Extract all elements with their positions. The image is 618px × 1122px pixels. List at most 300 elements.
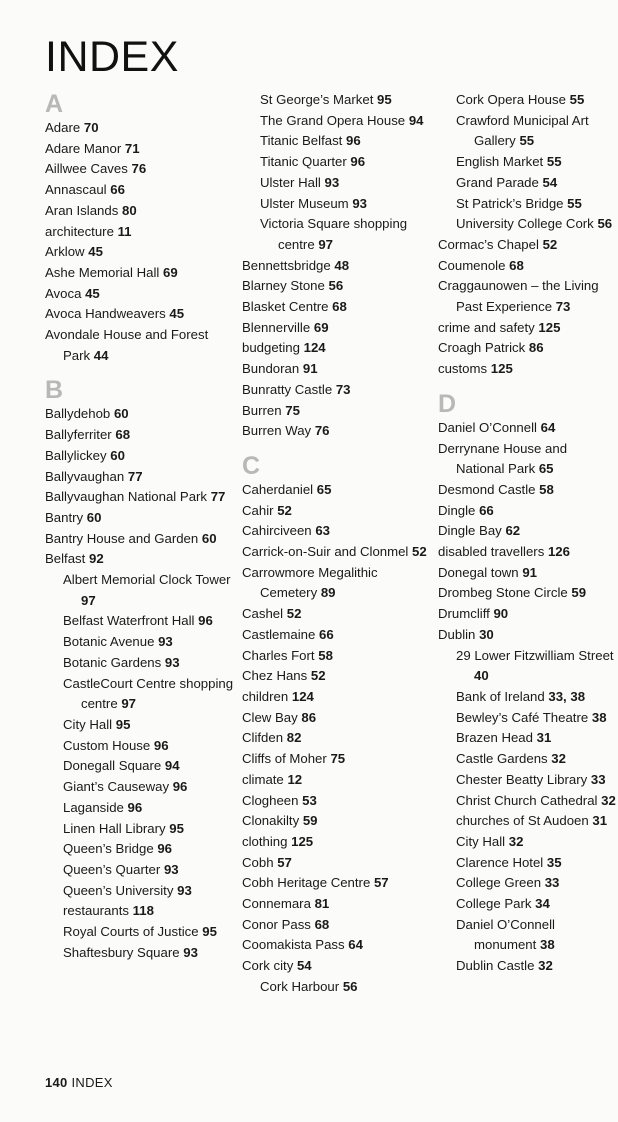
index-entry xyxy=(45,529,235,550)
index-subentry xyxy=(438,111,616,152)
entry-page-number: 92 xyxy=(89,551,104,567)
entry-name: Cobh xyxy=(242,854,274,870)
entry-name: Cobh Heritage Centre xyxy=(242,875,371,891)
entry-name: Bewley’s Café Theatre xyxy=(456,709,589,725)
entry-page-number: 95 xyxy=(377,92,392,107)
page-title: INDEX xyxy=(45,33,179,81)
index-entry xyxy=(242,380,432,401)
index-entry xyxy=(45,263,235,284)
entry-page-number: 66 xyxy=(110,182,125,198)
index-column-2 xyxy=(242,90,432,998)
index-entry xyxy=(438,583,616,604)
entry-name: Christ Church Cathedral xyxy=(456,792,598,808)
entry-page-number: 75 xyxy=(330,751,346,767)
entry-name: Botanic Gardens xyxy=(63,654,162,670)
index-subentry xyxy=(242,111,432,132)
entry-name: Cliffs of Moher xyxy=(242,751,327,767)
entry-page-number: 65 xyxy=(538,461,554,477)
entry-name: Queen’s Quarter xyxy=(63,861,161,877)
index-entry xyxy=(242,646,432,667)
entry-name: budgeting xyxy=(242,340,300,356)
entry-page-number: 97 xyxy=(121,696,136,712)
entry-page-number: 96 xyxy=(346,133,361,149)
entry-name: Cahirciveen xyxy=(242,523,312,539)
index-subentry xyxy=(438,728,616,749)
index-entry xyxy=(242,256,432,277)
index-subentry xyxy=(242,214,432,255)
entry-name: Croagh Patrick xyxy=(438,340,526,356)
entry-page-number: 54 xyxy=(542,174,558,190)
entry-page-number: 89 xyxy=(320,585,336,601)
entry-page-number: 97 xyxy=(81,592,96,608)
entry-page-number: 35 xyxy=(546,854,562,870)
entry-name: Bantry House and Garden xyxy=(45,530,199,546)
entry-name: Ballyferriter xyxy=(45,427,112,443)
entry-name: Clifden xyxy=(242,730,284,746)
entry-page-number: 69 xyxy=(163,264,178,280)
entry-page-number: 96 xyxy=(172,779,188,795)
entry-page-number: 60 xyxy=(86,509,102,525)
entry-name: Queen’s Bridge xyxy=(63,841,154,857)
index-entry xyxy=(438,318,616,339)
index-subentry xyxy=(438,152,616,173)
index-entry xyxy=(242,728,432,749)
entry-name: College Green xyxy=(456,875,542,891)
entry-name: Clonakilty xyxy=(242,813,300,829)
index-entry xyxy=(242,708,432,729)
entry-page-number: 38 xyxy=(539,937,555,953)
index-entry xyxy=(242,421,432,442)
entry-name: Bennettsbridge xyxy=(242,257,331,273)
entry-name: Custom House xyxy=(63,737,151,753)
index-entry xyxy=(242,297,432,318)
entry-page-number: 38 xyxy=(591,709,607,725)
entry-page-number: 52 xyxy=(542,236,558,252)
index-entry xyxy=(242,749,432,770)
entry-page-number: 48 xyxy=(334,257,350,273)
index-entry xyxy=(242,359,432,380)
entry-page-number: 31 xyxy=(592,813,608,829)
entry-page-number: 90 xyxy=(493,606,509,622)
entry-name: The Grand Opera House xyxy=(260,112,406,128)
entry-page-number: 86 xyxy=(528,340,544,356)
entry-name: Carrick-on-Suir and Clonmel xyxy=(242,544,409,560)
entry-name: English Market xyxy=(456,154,544,170)
index-entry xyxy=(438,625,616,646)
entry-name: St Patrick’s Bridge xyxy=(456,195,564,211)
entry-page-number: 64 xyxy=(540,419,556,435)
entry-page-number: 80 xyxy=(121,202,137,218)
entry-page-number: 34 xyxy=(535,896,550,912)
index-entry xyxy=(45,425,235,446)
entry-name: Blennerville xyxy=(242,319,311,335)
entry-page-number: 33 xyxy=(544,875,560,891)
entry-page-number: 55 xyxy=(519,133,535,149)
index-subentry xyxy=(45,881,235,902)
entry-page-number: 54 xyxy=(296,958,312,974)
entry-name: Belfast xyxy=(45,551,86,567)
index-entry xyxy=(45,139,235,160)
entry-page-number: 64 xyxy=(348,937,363,953)
entry-page-number: 58 xyxy=(318,647,333,663)
index-entry xyxy=(45,304,235,325)
index-entry xyxy=(45,549,235,570)
entry-page-number: 40 xyxy=(474,668,489,684)
index-entry xyxy=(438,439,616,480)
entry-name: Ballylickey xyxy=(45,447,107,463)
entry-name: Blasket Centre xyxy=(242,299,329,315)
entry-name: Ballyvaughan National Park xyxy=(45,489,208,505)
entry-name: disabled travellers xyxy=(438,544,545,560)
entry-name: Dingle Bay xyxy=(438,523,502,539)
entry-name: Avoca xyxy=(45,285,82,301)
entry-page-number: 66 xyxy=(479,502,494,518)
entry-page-number: 124 xyxy=(291,688,314,704)
entry-page-number: 58 xyxy=(539,481,554,497)
index-column-1 xyxy=(45,90,235,963)
entry-page-number: 68 xyxy=(314,916,330,932)
section-letter: C xyxy=(242,451,261,480)
index-subentry xyxy=(438,873,616,894)
entry-name: children xyxy=(242,688,289,704)
entry-name: Shaftesbury Square xyxy=(63,944,180,960)
index-subentry xyxy=(438,770,616,791)
entry-page-number: 118 xyxy=(132,903,154,919)
index-entry xyxy=(45,159,235,180)
entry-name: Laganside xyxy=(63,799,124,815)
entry-page-number: 30 xyxy=(479,626,494,642)
entry-name: Donegal town xyxy=(438,564,519,580)
index-entry xyxy=(242,563,432,604)
index-entry xyxy=(242,770,432,791)
index-subentry xyxy=(438,915,616,956)
index-entry xyxy=(438,418,616,439)
index-entry xyxy=(242,687,432,708)
index-entry xyxy=(45,508,235,529)
entry-name: Cork city xyxy=(242,958,294,974)
entry-name: Victoria Square shopping centre xyxy=(260,216,408,252)
entry-name: Clarence Hotel xyxy=(456,854,544,870)
entry-name: Cahir xyxy=(242,502,274,518)
entry-name: Avondale House and Forest Park xyxy=(45,327,209,363)
entry-page-number: 75 xyxy=(285,402,300,418)
index-subentry xyxy=(45,943,235,964)
index-subentry xyxy=(45,736,235,757)
entry-page-number: 69 xyxy=(313,319,329,335)
entry-name: churches of St Audoen xyxy=(456,813,589,829)
entry-name: Cork Harbour xyxy=(260,978,340,994)
entry-page-number: 93 xyxy=(324,174,340,190)
entry-page-number: 96 xyxy=(127,799,143,815)
index-subentry xyxy=(438,894,616,915)
index-entry xyxy=(45,180,235,201)
entry-name: Dublin xyxy=(438,626,476,642)
entry-page-number: 76 xyxy=(131,161,147,177)
entry-page-number: 45 xyxy=(85,285,100,301)
index-entry xyxy=(242,853,432,874)
entry-page-number: 59 xyxy=(571,585,587,601)
index-entry xyxy=(45,467,235,488)
entry-page-number: 31 xyxy=(536,730,552,746)
index-subentry xyxy=(45,715,235,736)
index-entry xyxy=(45,487,235,508)
index-subentry xyxy=(45,756,235,777)
entry-name: College Park xyxy=(456,896,532,912)
entry-page-number: 52 xyxy=(286,606,302,622)
entry-name: Conor Pass xyxy=(242,916,311,932)
entry-page-number: 96 xyxy=(153,737,169,753)
entry-page-number: 125 xyxy=(291,833,314,849)
entry-name: Drumcliff xyxy=(438,606,490,622)
index-subentry xyxy=(242,173,432,194)
entry-name: Chester Beatty Library xyxy=(456,771,588,787)
entry-name: Desmond Castle xyxy=(438,481,536,497)
index-entry xyxy=(438,521,616,542)
index-subentry xyxy=(45,570,235,611)
index-entry xyxy=(242,832,432,853)
index-entry xyxy=(438,359,616,380)
entry-name: Titanic Quarter xyxy=(260,154,347,170)
page-footer xyxy=(45,1075,113,1090)
index-subentry xyxy=(438,194,616,215)
entry-name: Adare xyxy=(45,120,81,135)
entry-page-number: 33, 38 xyxy=(548,688,586,704)
entry-name: Cork Opera House xyxy=(456,92,566,107)
entry-page-number: 62 xyxy=(505,523,521,539)
index-entry xyxy=(438,256,616,277)
index-entry xyxy=(45,284,235,305)
entry-page-number: 77 xyxy=(127,468,143,484)
page-number: 140 xyxy=(45,1075,68,1090)
index-subentry xyxy=(45,901,235,922)
entry-page-number: 52 xyxy=(412,544,427,560)
index-entry xyxy=(242,935,432,956)
index-column-3 xyxy=(438,90,616,977)
entry-name: Giant’s Causeway xyxy=(63,779,170,795)
entry-page-number: 93 xyxy=(158,634,173,650)
entry-name: Ashe Memorial Hall xyxy=(45,264,160,280)
entry-page-number: 125 xyxy=(538,319,561,335)
entry-name: Dingle xyxy=(438,502,476,518)
entry-page-number: 45 xyxy=(169,306,185,322)
index-subentry xyxy=(438,214,616,235)
entry-page-number: 94 xyxy=(164,758,180,774)
index-subentry xyxy=(438,687,616,708)
entry-page-number: 96 xyxy=(157,841,173,857)
entry-name: Crawford Municipal Art Gallery xyxy=(456,112,589,149)
index-subentry xyxy=(242,152,432,173)
entry-name: Coumenole xyxy=(438,257,506,273)
entry-name: customs xyxy=(438,361,488,377)
entry-page-number: 95 xyxy=(202,924,217,940)
entry-page-number: 32 xyxy=(508,833,524,849)
entry-page-number: 91 xyxy=(522,564,537,580)
index-entry xyxy=(438,338,616,359)
section-letter: A xyxy=(45,90,64,118)
entry-name: 29 Lower Fitzwilliam Street xyxy=(456,647,614,663)
entry-name: Ulster Museum xyxy=(260,195,349,211)
entry-page-number: 52 xyxy=(277,502,292,518)
entry-name: Linen Hall Library xyxy=(63,820,166,836)
index-subentry xyxy=(45,611,235,632)
entry-name: Blarney Stone xyxy=(242,278,325,294)
entry-name: Ballyvaughan xyxy=(45,468,125,484)
entry-page-number: 86 xyxy=(301,709,317,725)
index-entry xyxy=(438,542,616,563)
index-subentry xyxy=(438,646,616,687)
index-subentry xyxy=(438,811,616,832)
entry-page-number: 93 xyxy=(164,654,180,670)
entry-page-number: 33 xyxy=(590,771,606,787)
index-entry xyxy=(242,915,432,936)
index-subentry xyxy=(45,860,235,881)
index-subentry xyxy=(45,653,235,674)
entry-page-number: 125 xyxy=(490,361,513,377)
entry-page-number: 95 xyxy=(115,716,131,732)
index-subentry xyxy=(242,90,432,111)
index-entry xyxy=(242,480,432,501)
entry-page-number: 65 xyxy=(316,481,332,497)
entry-name: St George’s Market xyxy=(260,92,374,107)
entry-name: crime and safety xyxy=(438,319,535,335)
index-entry xyxy=(242,811,432,832)
entry-page-number: 68 xyxy=(115,427,131,443)
entry-name: Castlemaine xyxy=(242,626,316,642)
entry-page-number: 60 xyxy=(113,406,129,422)
entry-name: Annascaul xyxy=(45,182,107,198)
entry-name: Ulster Hall xyxy=(260,174,321,190)
entry-page-number: 57 xyxy=(373,875,389,891)
entry-page-number: 73 xyxy=(555,299,571,315)
index-entry xyxy=(45,446,235,467)
index-subentry xyxy=(45,798,235,819)
entry-page-number: 56 xyxy=(328,278,344,294)
entry-page-number: 93 xyxy=(352,195,368,211)
entry-name: CastleCourt Centre shopping centre xyxy=(63,675,234,712)
entry-page-number: 55 xyxy=(546,154,562,170)
entry-page-number: 44 xyxy=(93,347,109,363)
entry-page-number: 68 xyxy=(509,257,524,273)
entry-page-number: 70 xyxy=(83,120,99,135)
index-subentry xyxy=(438,90,616,111)
entry-page-number: 93 xyxy=(177,882,192,898)
entry-page-number: 95 xyxy=(169,820,184,836)
index-entry xyxy=(45,242,235,263)
entry-page-number: 52 xyxy=(310,668,326,684)
index-entry xyxy=(242,338,432,359)
entry-page-number: 45 xyxy=(88,244,103,260)
index-entry xyxy=(242,873,432,894)
index-entry xyxy=(438,235,616,256)
entry-name: Drombeg Stone Circle xyxy=(438,585,568,601)
entry-name: Castle Gardens xyxy=(456,751,548,767)
index-entry xyxy=(242,318,432,339)
entry-name: climate xyxy=(242,771,284,787)
entry-name: Clew Bay xyxy=(242,709,298,725)
index-subentry xyxy=(438,791,616,812)
index-entry xyxy=(438,604,616,625)
entry-page-number: 97 xyxy=(318,236,333,252)
index-subentry xyxy=(242,194,432,215)
index-entry xyxy=(242,666,432,687)
index-entry xyxy=(242,276,432,297)
entry-name: clothing xyxy=(242,833,288,849)
entry-page-number: 71 xyxy=(124,140,140,156)
index-entry xyxy=(45,325,235,366)
entry-name: Burren xyxy=(242,402,282,418)
entry-page-number: 11 xyxy=(117,223,132,239)
index-subentry xyxy=(438,708,616,729)
section-letter: B xyxy=(45,376,64,405)
entry-name: architecture xyxy=(45,223,114,239)
entry-name: Daniel O’Connell monument xyxy=(456,916,555,953)
index-entry xyxy=(438,501,616,522)
entry-name: Botanic Avenue xyxy=(63,634,155,650)
entry-page-number: 55 xyxy=(569,92,585,107)
entry-page-number: 32 xyxy=(601,792,616,808)
entry-page-number: 73 xyxy=(335,381,351,397)
entry-name: Carrowmore Megalithic Cemetery xyxy=(242,564,378,601)
index-entry xyxy=(242,501,432,522)
index-subentry xyxy=(45,922,235,943)
entry-page-number: 56 xyxy=(342,978,358,994)
entry-page-number: 60 xyxy=(201,530,217,546)
entry-name: Craggaunowen – the Living Past Experience xyxy=(438,278,599,315)
entry-name: Derrynane House and National Park xyxy=(438,440,568,477)
index-entry xyxy=(242,956,432,977)
index-entry xyxy=(45,222,235,243)
entry-name: Arklow xyxy=(45,244,85,260)
entry-name: Brazen Head xyxy=(456,730,533,746)
index-subentry xyxy=(242,131,432,152)
entry-name: Donegall Square xyxy=(63,758,162,774)
entry-name: Daniel O’Connell xyxy=(438,419,537,435)
index-entry xyxy=(242,521,432,542)
entry-name: Grand Parade xyxy=(456,174,539,190)
entry-name: City Hall xyxy=(63,716,113,732)
entry-name: Clogheen xyxy=(242,792,299,808)
entry-name: Ballydehob xyxy=(45,406,111,422)
entry-page-number: 94 xyxy=(408,112,424,128)
entry-page-number: 126 xyxy=(547,544,570,560)
entry-name: Cormac’s Chapel xyxy=(438,236,539,252)
entry-name: Belfast Waterfront Hall xyxy=(63,613,195,629)
entry-name: Avoca Handweavers xyxy=(45,306,166,322)
entry-page-number: 81 xyxy=(314,896,330,912)
entry-name: University College Cork xyxy=(456,216,594,232)
entry-name: Aillwee Caves xyxy=(45,161,128,177)
index-entry xyxy=(438,563,616,584)
index-entry xyxy=(45,404,235,425)
entry-page-number: 82 xyxy=(286,730,302,746)
entry-page-number: 53 xyxy=(302,792,317,808)
entry-name: Burren Way xyxy=(242,423,312,439)
index-subentry xyxy=(45,777,235,798)
entry-page-number: 76 xyxy=(314,423,330,439)
entry-page-number: 66 xyxy=(318,626,334,642)
entry-page-number: 124 xyxy=(303,340,326,356)
index-subentry xyxy=(45,819,235,840)
entry-name: Albert Memorial Clock Tower xyxy=(63,572,231,588)
entry-name: restaurants xyxy=(63,903,129,919)
entry-name: City Hall xyxy=(456,833,506,849)
entry-page-number: 68 xyxy=(332,299,347,315)
entry-page-number: 59 xyxy=(302,813,318,829)
entry-name: Cashel xyxy=(242,606,284,622)
index-entry xyxy=(438,276,616,317)
entry-page-number: 91 xyxy=(302,361,318,377)
entry-name: Connemara xyxy=(242,896,311,912)
